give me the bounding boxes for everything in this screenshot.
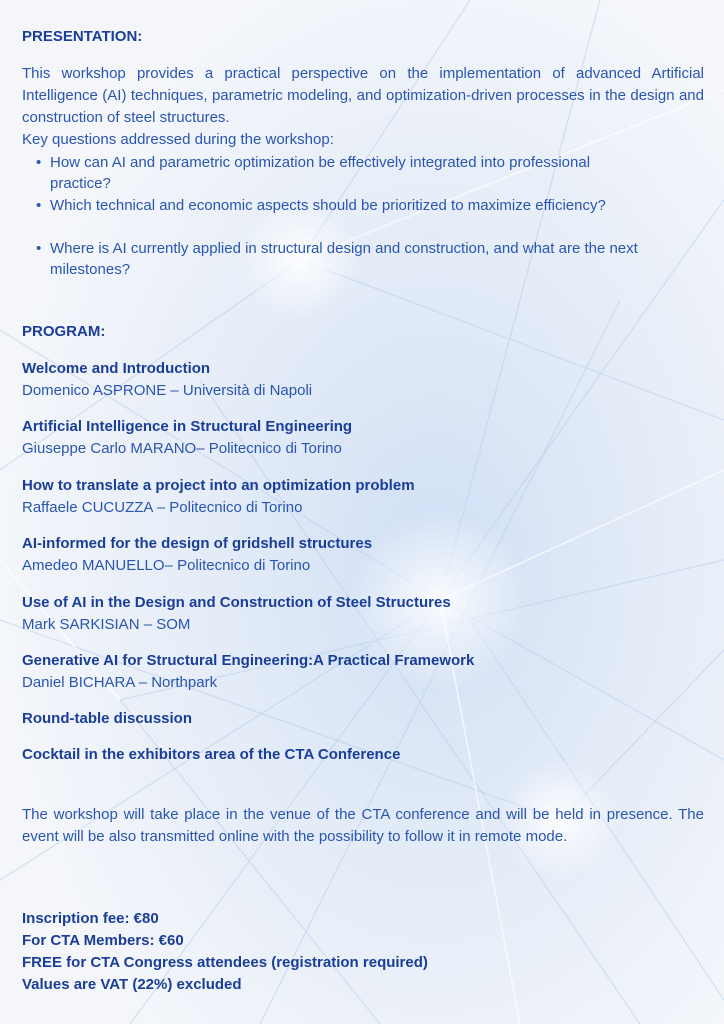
program-item-title: Welcome and Introduction xyxy=(22,360,211,377)
program-item-speaker: Domenico ASPRONE – Università di Napoli xyxy=(22,382,313,399)
program-item-title: Artificial Intelligence in Structural Engineering xyxy=(22,418,353,435)
presentation-intro: This workshop provides a practical perspective on the implementation of advanced Artificial Intelligence (AI) techniques, parametric modeling, and optimization-driven processes in the design and construction of steel structures. xyxy=(22,65,704,126)
questions-label: Key questions addressed during the workshop: xyxy=(22,131,334,148)
program-item-speaker: Amedeo MANUELLO– Politecnico di Torino xyxy=(22,557,311,574)
program-item-title: Use of AI in the Design and Construction of Steel Structures xyxy=(22,594,451,611)
program-item-title: How to translate a project into an optimization problem xyxy=(22,477,415,494)
program-item-title: Cocktail in the exhibitors area of the CTA Conference xyxy=(22,746,401,763)
program-item-title: AI-informed for the design of gridshell structures xyxy=(22,535,373,552)
question-item: • Which technical and economic aspects should be prioritized to maximize efficiency? xyxy=(28,195,650,216)
program-item-speaker: Daniel BICHARA – Northpark xyxy=(22,674,218,691)
presentation-heading: PRESENTATION: xyxy=(22,28,143,45)
program-heading: PROGRAM: xyxy=(22,323,106,340)
fee-line: Inscription fee: €80 xyxy=(22,910,159,927)
program-item-title: Round-table discussion xyxy=(22,710,193,727)
question-item: • Where is AI currently applied in structural design and construction, and what are the next milestones? xyxy=(28,238,650,280)
program-item-title: Generative AI for Structural Engineering:A Practical Framework xyxy=(22,652,475,669)
program-item-speaker: Raffaele CUCUZZA – Politecnico di Torino xyxy=(22,499,303,516)
program-item-speaker: Giuseppe Carlo MARANO– Politecnico di Torino xyxy=(22,440,342,457)
program-item-speaker: Mark SARKISIAN – SOM xyxy=(22,616,191,633)
fee-line: Values are VAT (22%) excluded xyxy=(22,976,242,993)
fee-line: FREE for CTA Congress attendees (registration required) xyxy=(22,954,428,971)
venue-note: The workshop will take place in the venue of the CTA conference and will be held in presence. The event will be also transmitted online with the possibility to follow it in remote mode. xyxy=(22,806,704,845)
fee-line: For CTA Members: €60 xyxy=(22,932,184,949)
question-item: • How can AI and parametric optimization be effectively integrated into professional practice? xyxy=(28,152,650,194)
